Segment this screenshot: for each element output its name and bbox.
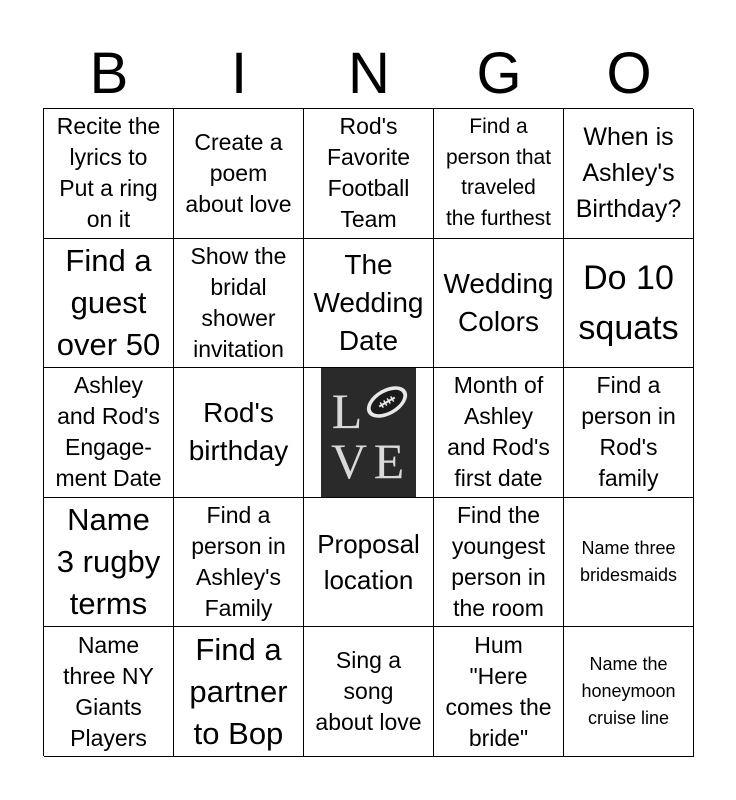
- cell-text: Wedding Colors: [443, 267, 554, 337]
- bingo-header: [44, 40, 694, 108]
- bingo-cell[interactable]: [44, 239, 174, 369]
- bingo-cell[interactable]: [564, 498, 694, 628]
- cell-text: Find the youngest person in the room: [451, 502, 546, 622]
- cell-text: Find a person in Ashley's Family: [191, 502, 286, 622]
- cell-text: The Wedding Date: [313, 248, 424, 356]
- bingo-cell[interactable]: [174, 368, 304, 498]
- cell-text: Ashley and Rod's Engage- ment Date: [55, 372, 162, 492]
- bingo-cell[interactable]: [174, 109, 304, 239]
- bingo-cell[interactable]: [564, 109, 694, 239]
- bingo-cell[interactable]: [434, 239, 564, 369]
- cell-text: Rod's birthday: [188, 397, 289, 467]
- bingo-cell[interactable]: [304, 627, 434, 757]
- bingo-cell[interactable]: [44, 627, 174, 757]
- header-letter-g: G: [476, 41, 522, 106]
- bingo-cell[interactable]: [304, 239, 434, 369]
- bingo-cell[interactable]: [564, 368, 694, 498]
- bingo-cell[interactable]: [434, 498, 564, 628]
- bingo-cell[interactable]: [564, 627, 694, 757]
- header-letter-i: I: [230, 41, 248, 106]
- bingo-cell[interactable]: [434, 368, 564, 498]
- bingo-cell[interactable]: [174, 627, 304, 757]
- header-letter-b: B: [89, 41, 129, 106]
- bingo-cell[interactable]: [434, 109, 564, 239]
- cell-text: Sing a song about love: [315, 647, 422, 736]
- love-letter-l: L: [331, 382, 363, 439]
- cell-text: Find a partner to Bop: [189, 631, 288, 751]
- bingo-cell[interactable]: [44, 109, 174, 239]
- bingo-cell[interactable]: [304, 498, 434, 628]
- cell-text: Find a guest over 50: [56, 242, 161, 362]
- bingo-cell[interactable]: [434, 627, 564, 757]
- cell-text: Find a person that traveled the furthest: [445, 115, 552, 230]
- cell-text: Name three NY Giants Players: [63, 631, 154, 751]
- bingo-cell[interactable]: [44, 498, 174, 628]
- love-letter-v: V: [330, 432, 368, 489]
- cell-text: Name 3 rugby terms: [56, 502, 161, 622]
- header-letter-n: N: [348, 41, 390, 106]
- love-football-image: [321, 368, 416, 497]
- cell-text: Do 10 squats: [578, 258, 679, 347]
- free-space-cell[interactable]: [304, 368, 434, 498]
- cell-text: Hum "Here comes the bride": [445, 631, 552, 751]
- love-letter-e: E: [373, 432, 405, 489]
- cell-text: Find a person in Rod's family: [581, 372, 676, 492]
- cell-text: When is Ashley's Birthday?: [575, 123, 682, 224]
- bingo-cell[interactable]: [174, 498, 304, 628]
- cell-text: Name the honeymoon cruise line: [581, 654, 676, 729]
- cell-text: Month of Ashley and Rod's first date: [447, 372, 550, 492]
- cell-text: Proposal location: [317, 529, 420, 596]
- cell-text: Name three bridesmaids: [579, 538, 678, 586]
- love-football-graphic: [321, 368, 416, 497]
- bingo-cell[interactable]: [174, 239, 304, 369]
- cell-text: Rod's Favorite Football Team: [326, 113, 411, 233]
- cell-text: Show the bridal shower invitation: [190, 242, 287, 362]
- cell-text: Recite the lyrics to Put a ring on it: [56, 113, 161, 233]
- bingo-cell[interactable]: [564, 239, 694, 369]
- header-letter-o: O: [606, 41, 652, 106]
- cell-text: Create a poem about love: [185, 128, 292, 217]
- bingo-board: [43, 108, 693, 756]
- bingo-cell[interactable]: [304, 109, 434, 239]
- bingo-cell[interactable]: [44, 368, 174, 498]
